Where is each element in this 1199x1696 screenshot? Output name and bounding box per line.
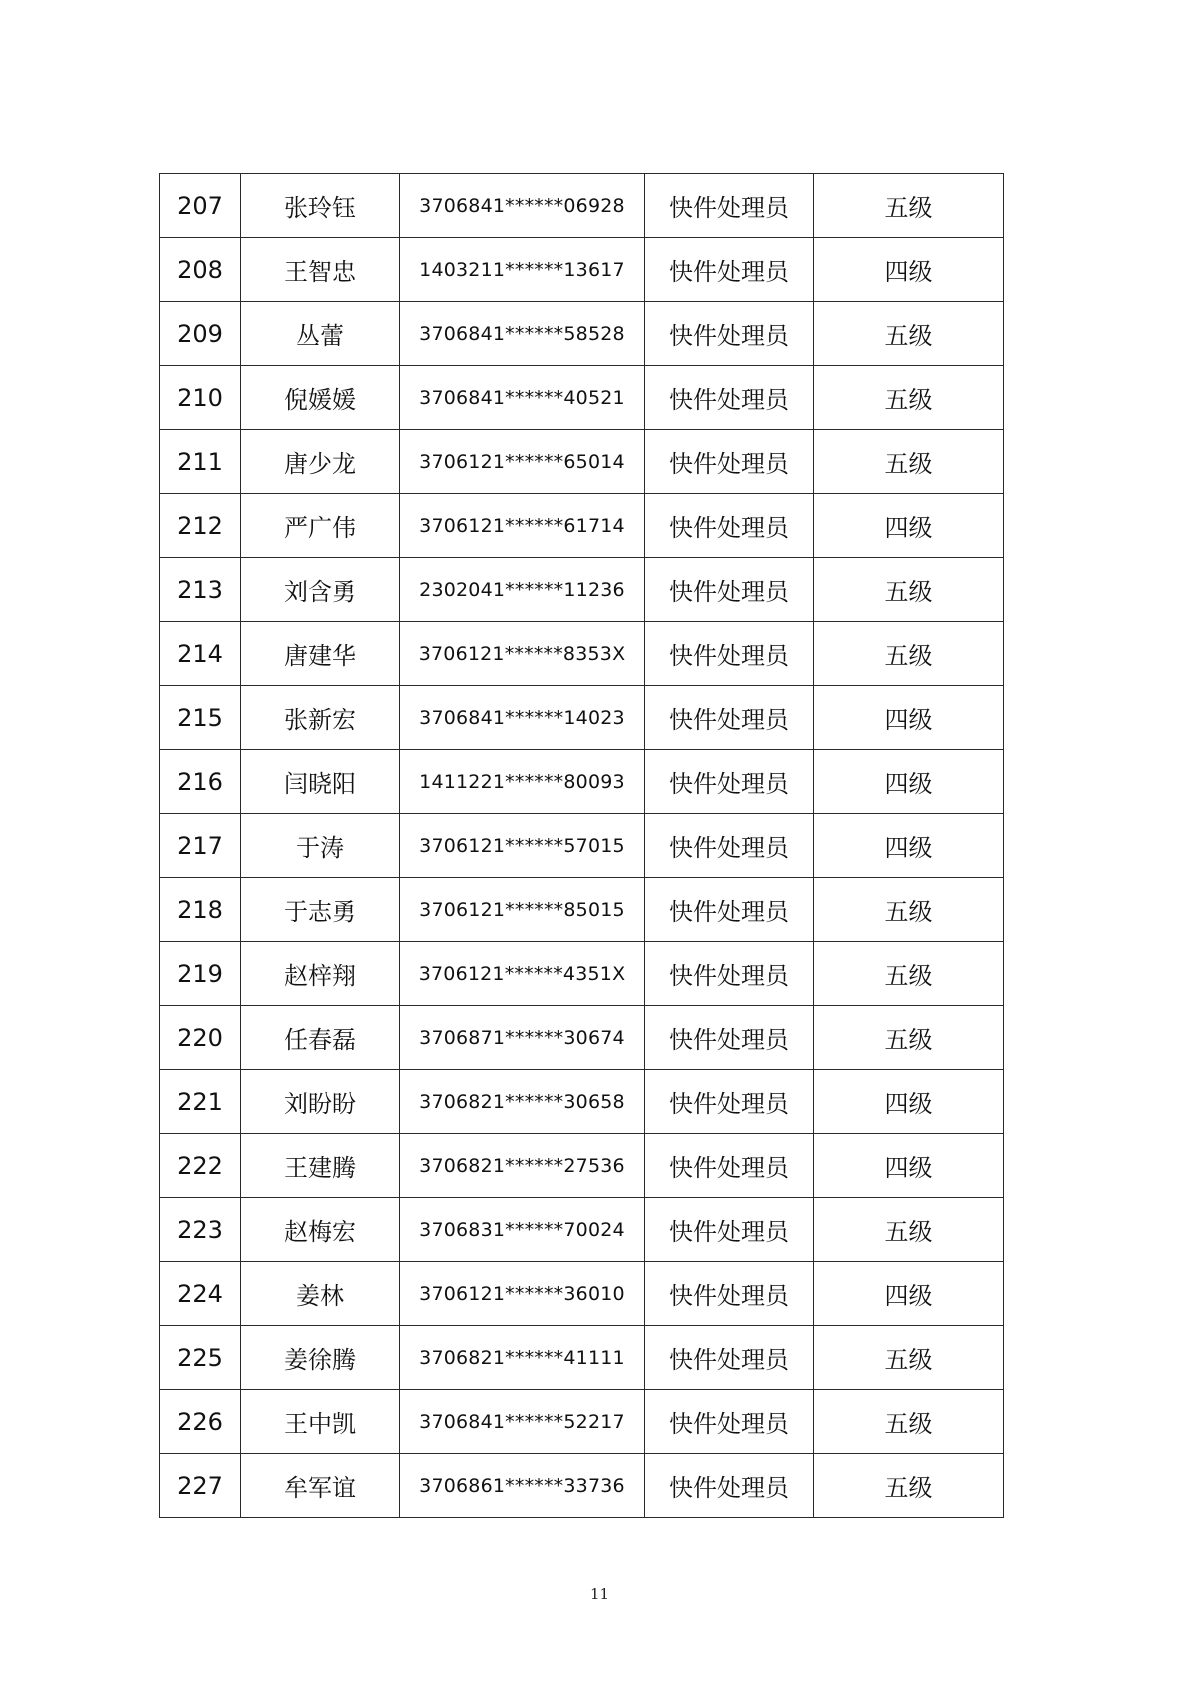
occupation-cell: 快件处理员 (645, 622, 814, 686)
occupation-cell: 快件处理员 (645, 878, 814, 942)
id-number-cell: 3706841******58528 (400, 302, 645, 366)
level-cell: 五级 (814, 302, 1004, 366)
row-number-cell: 221 (160, 1070, 241, 1134)
row-number-cell: 222 (160, 1134, 241, 1198)
id-number-cell: 3706821******30658 (400, 1070, 645, 1134)
occupation-cell: 快件处理员 (645, 174, 814, 238)
table-row (160, 1262, 1004, 1326)
occupation-cell: 快件处理员 (645, 558, 814, 622)
id-number-cell: 3706831******70024 (400, 1198, 645, 1262)
id-number-cell: 3706121******65014 (400, 430, 645, 494)
level-cell: 五级 (814, 558, 1004, 622)
table-row (160, 494, 1004, 558)
occupation-cell: 快件处理员 (645, 750, 814, 814)
occupation-cell: 快件处理员 (645, 1134, 814, 1198)
name-cell: 唐少龙 (241, 430, 400, 494)
occupation-cell: 快件处理员 (645, 430, 814, 494)
row-number-cell: 220 (160, 1006, 241, 1070)
occupation-cell: 快件处理员 (645, 942, 814, 1006)
level-cell: 五级 (814, 942, 1004, 1006)
page-number: 11 (589, 1585, 610, 1603)
level-cell: 四级 (814, 238, 1004, 302)
name-cell: 张新宏 (241, 686, 400, 750)
id-number-cell: 1403211******13617 (400, 238, 645, 302)
table-row (160, 302, 1004, 366)
level-cell: 五级 (814, 1390, 1004, 1454)
id-number-cell: 3706121******61714 (400, 494, 645, 558)
name-cell: 王中凯 (241, 1390, 400, 1454)
level-cell: 四级 (814, 750, 1004, 814)
personnel-table-body (160, 174, 1004, 1518)
level-cell: 五级 (814, 622, 1004, 686)
row-number-cell: 211 (160, 430, 241, 494)
occupation-cell: 快件处理员 (645, 1326, 814, 1390)
level-cell: 五级 (814, 1326, 1004, 1390)
occupation-cell: 快件处理员 (645, 366, 814, 430)
table-row (160, 750, 1004, 814)
table-row (160, 942, 1004, 1006)
row-number-cell: 217 (160, 814, 241, 878)
name-cell: 姜徐腾 (241, 1326, 400, 1390)
occupation-cell: 快件处理员 (645, 494, 814, 558)
row-number-cell: 224 (160, 1262, 241, 1326)
occupation-cell: 快件处理员 (645, 1006, 814, 1070)
id-number-cell: 3706121******85015 (400, 878, 645, 942)
table-row (160, 558, 1004, 622)
name-cell: 刘含勇 (241, 558, 400, 622)
row-number-cell: 223 (160, 1198, 241, 1262)
table-row (160, 1134, 1004, 1198)
name-cell: 于志勇 (241, 878, 400, 942)
row-number-cell: 209 (160, 302, 241, 366)
table-row (160, 814, 1004, 878)
occupation-cell: 快件处理员 (645, 302, 814, 366)
name-cell: 王建腾 (241, 1134, 400, 1198)
row-number-cell: 215 (160, 686, 241, 750)
id-number-cell: 3706821******41111 (400, 1326, 645, 1390)
name-cell: 闫晓阳 (241, 750, 400, 814)
occupation-cell: 快件处理员 (645, 1454, 814, 1518)
table-row (160, 686, 1004, 750)
table-row (160, 1070, 1004, 1134)
table-row (160, 430, 1004, 494)
id-number-cell: 3706121******8353X (400, 622, 645, 686)
name-cell: 姜林 (241, 1262, 400, 1326)
id-number-cell: 3706121******57015 (400, 814, 645, 878)
row-number-cell: 213 (160, 558, 241, 622)
level-cell: 五级 (814, 366, 1004, 430)
id-number-cell: 3706841******06928 (400, 174, 645, 238)
table-row (160, 1326, 1004, 1390)
table-row (160, 878, 1004, 942)
id-number-cell: 3706121******36010 (400, 1262, 645, 1326)
name-cell: 于涛 (241, 814, 400, 878)
row-number-cell: 208 (160, 238, 241, 302)
table-row (160, 1006, 1004, 1070)
row-number-cell: 207 (160, 174, 241, 238)
occupation-cell: 快件处理员 (645, 238, 814, 302)
name-cell: 严广伟 (241, 494, 400, 558)
occupation-cell: 快件处理员 (645, 814, 814, 878)
occupation-cell: 快件处理员 (645, 1390, 814, 1454)
table-row (160, 1390, 1004, 1454)
table-row (160, 1198, 1004, 1262)
level-cell: 四级 (814, 686, 1004, 750)
occupation-cell: 快件处理员 (645, 1198, 814, 1262)
name-cell: 唐建华 (241, 622, 400, 686)
level-cell: 五级 (814, 1454, 1004, 1518)
name-cell: 任春磊 (241, 1006, 400, 1070)
level-cell: 五级 (814, 878, 1004, 942)
id-number-cell: 1411221******80093 (400, 750, 645, 814)
row-number-cell: 212 (160, 494, 241, 558)
name-cell: 牟军谊 (241, 1454, 400, 1518)
id-number-cell: 3706871******30674 (400, 1006, 645, 1070)
table-row (160, 238, 1004, 302)
name-cell: 张玲钰 (241, 174, 400, 238)
row-number-cell: 210 (160, 366, 241, 430)
row-number-cell: 225 (160, 1326, 241, 1390)
level-cell: 四级 (814, 1134, 1004, 1198)
name-cell: 王智忠 (241, 238, 400, 302)
id-number-cell: 2302041******11236 (400, 558, 645, 622)
name-cell: 倪媛媛 (241, 366, 400, 430)
row-number-cell: 218 (160, 878, 241, 942)
id-number-cell: 3706821******27536 (400, 1134, 645, 1198)
row-number-cell: 226 (160, 1390, 241, 1454)
row-number-cell: 227 (160, 1454, 241, 1518)
level-cell: 四级 (814, 814, 1004, 878)
id-number-cell: 3706841******40521 (400, 366, 645, 430)
level-cell: 五级 (814, 1198, 1004, 1262)
table-row (160, 174, 1004, 238)
level-cell: 五级 (814, 174, 1004, 238)
occupation-cell: 快件处理员 (645, 1262, 814, 1326)
name-cell: 赵梓翔 (241, 942, 400, 1006)
name-cell: 赵梅宏 (241, 1198, 400, 1262)
table-row (160, 622, 1004, 686)
level-cell: 五级 (814, 430, 1004, 494)
row-number-cell: 219 (160, 942, 241, 1006)
name-cell: 刘盼盼 (241, 1070, 400, 1134)
row-number-cell: 214 (160, 622, 241, 686)
level-cell: 四级 (814, 1262, 1004, 1326)
occupation-cell: 快件处理员 (645, 686, 814, 750)
table-row (160, 1454, 1004, 1518)
id-number-cell: 3706841******52217 (400, 1390, 645, 1454)
table-row (160, 366, 1004, 430)
level-cell: 四级 (814, 494, 1004, 558)
occupation-cell: 快件处理员 (645, 1070, 814, 1134)
id-number-cell: 3706841******14023 (400, 686, 645, 750)
row-number-cell: 216 (160, 750, 241, 814)
level-cell: 五级 (814, 1006, 1004, 1070)
id-number-cell: 3706121******4351X (400, 942, 645, 1006)
personnel-table (159, 173, 1004, 1518)
name-cell: 丛蕾 (241, 302, 400, 366)
level-cell: 四级 (814, 1070, 1004, 1134)
id-number-cell: 3706861******33736 (400, 1454, 645, 1518)
